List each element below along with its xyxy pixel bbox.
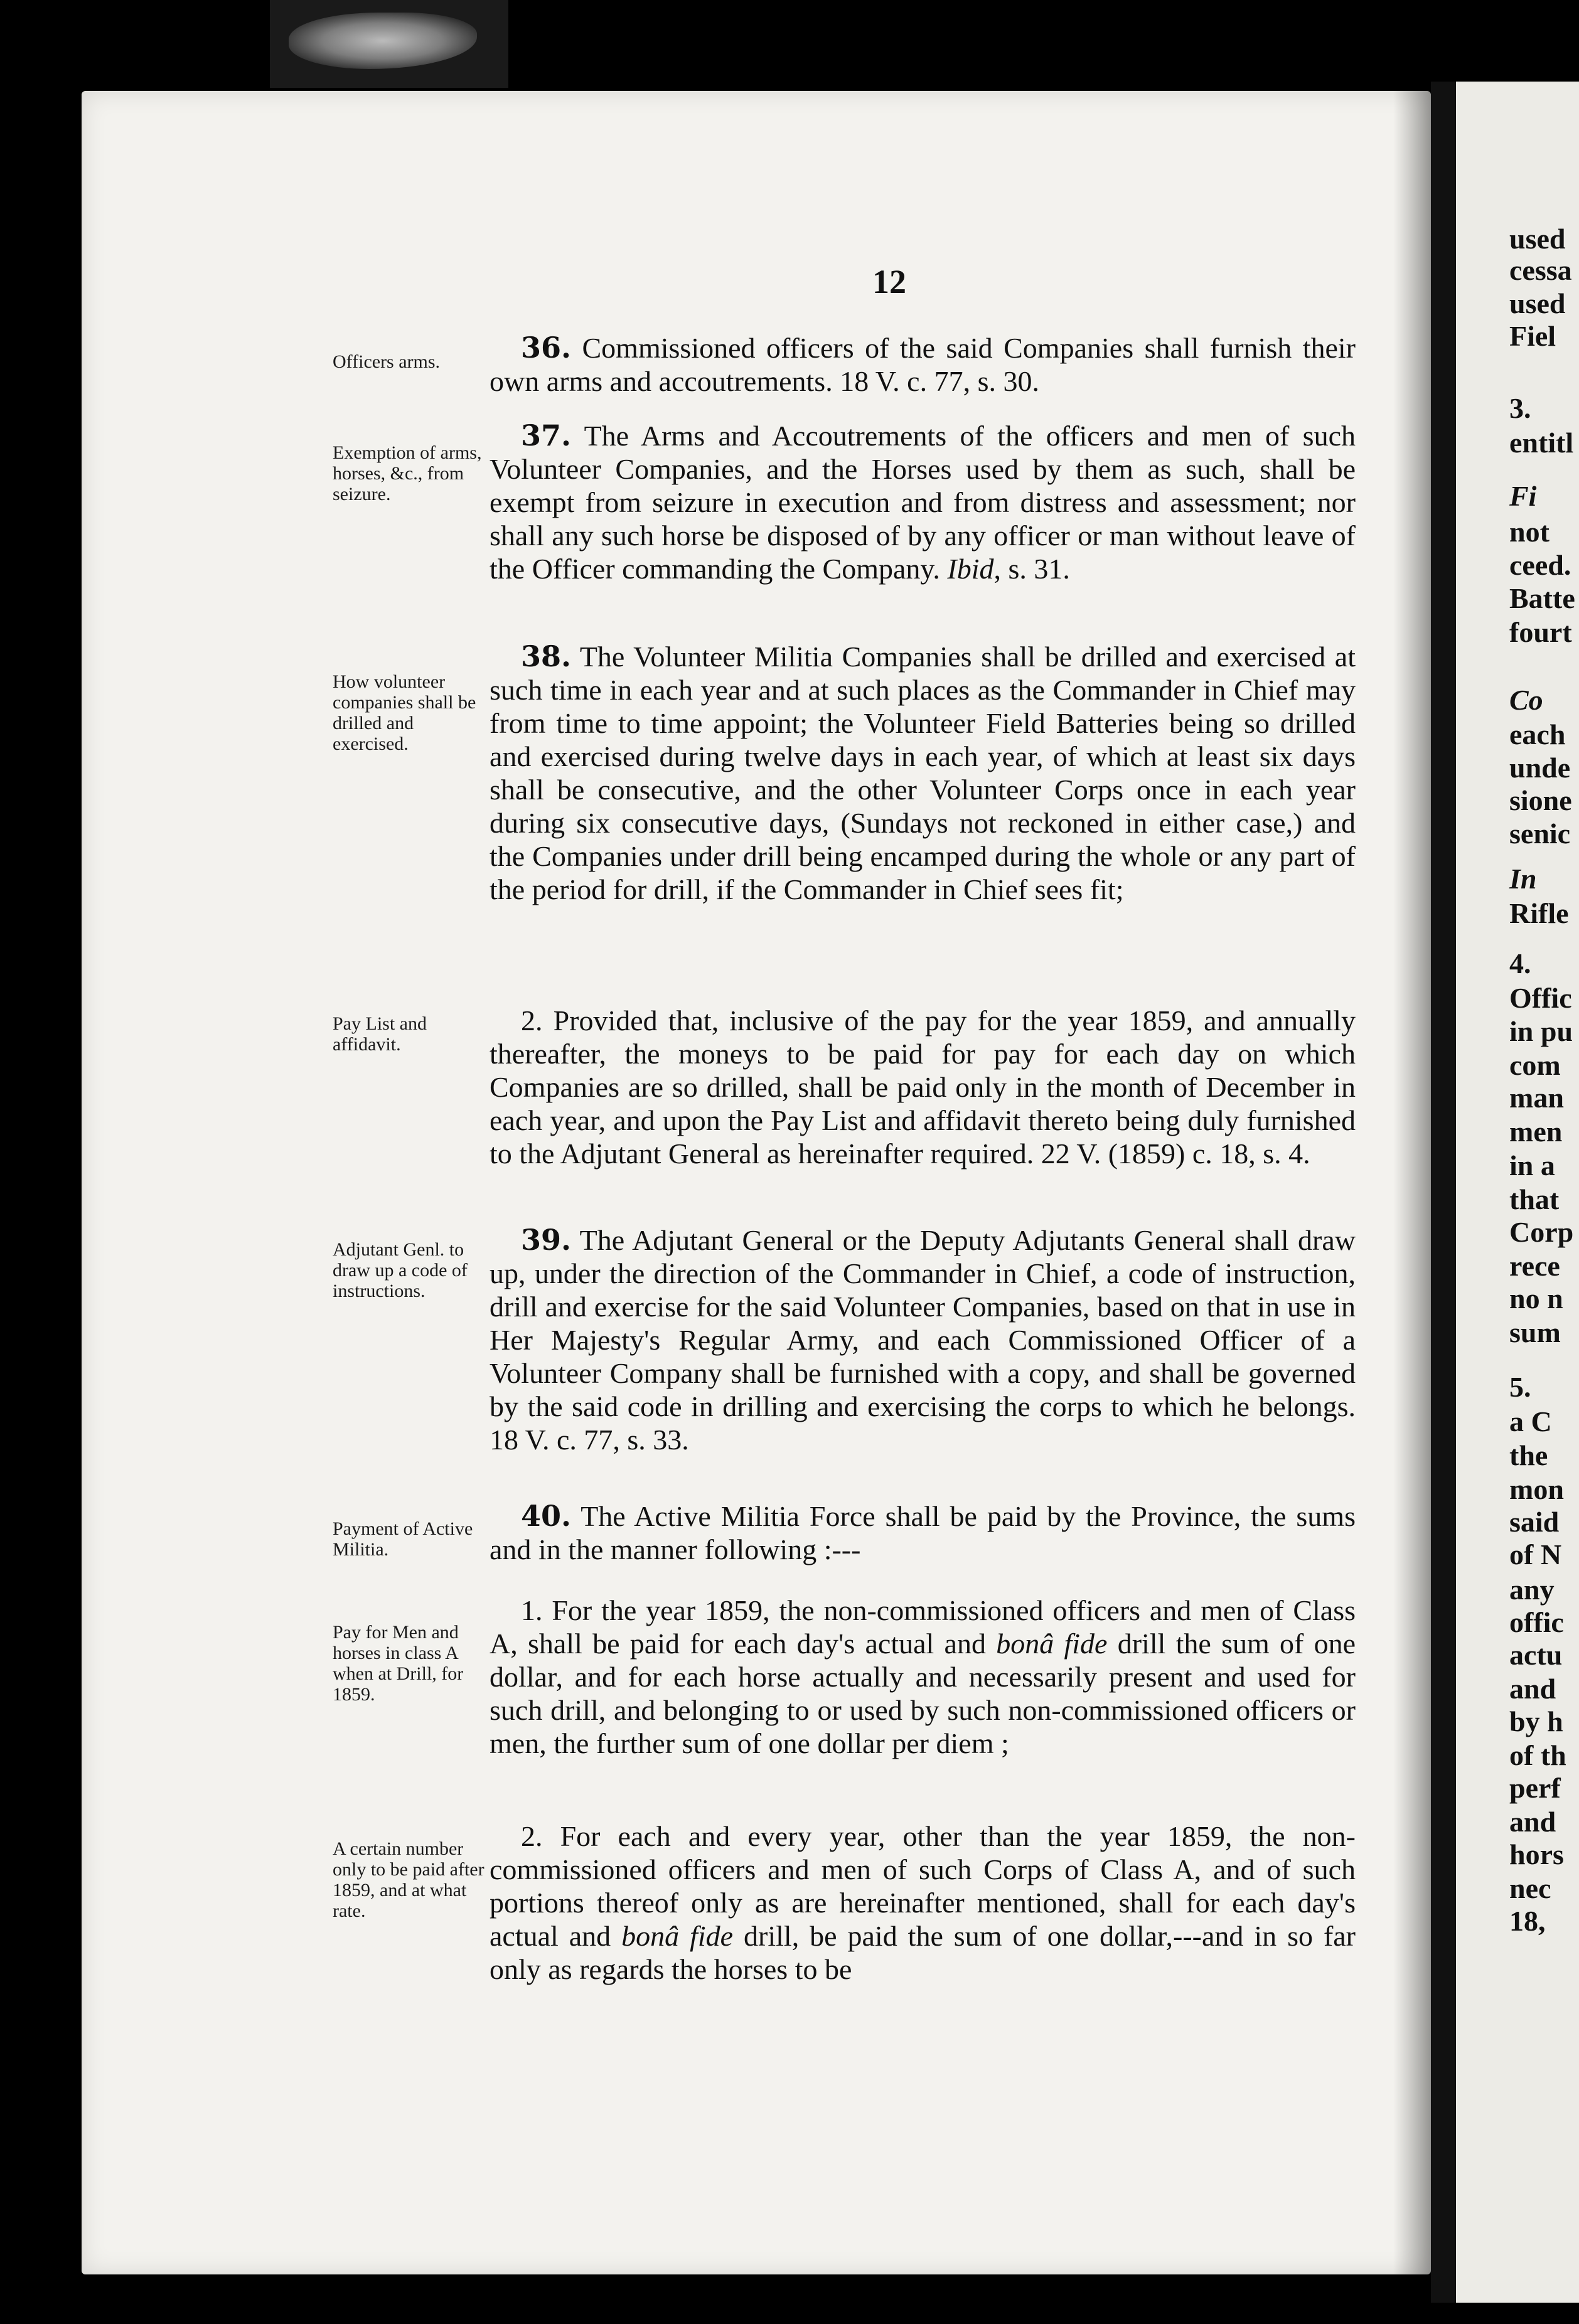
next-page-fragment: and xyxy=(1509,1673,1556,1705)
next-page-fragment: 4. xyxy=(1509,947,1531,979)
section-text: The Arms and Accoutrements of the officers and men of such Volunteer Companies, and the Horses used by them as such, shall be exempt from seizure in execution and from distress and assessment; nor shall any such horse be disposed of by any officer or man without leave of the Officer commanding the Company. xyxy=(490,420,1356,585)
next-page-fragment: each xyxy=(1509,718,1566,750)
next-page-fragment: men xyxy=(1509,1116,1563,1148)
section-number: 40. xyxy=(521,1499,572,1533)
margin-note: Pay for Men and horses in class A when at Drill, for 1859. xyxy=(333,1622,464,1705)
next-page-fragment: perf xyxy=(1509,1772,1561,1804)
margin-note: Officers arms. xyxy=(333,351,441,372)
citation-italic: Ibid xyxy=(947,553,994,585)
torn-corner xyxy=(270,0,508,88)
next-page-fragment: hors xyxy=(1509,1838,1564,1870)
section-number: 2. xyxy=(521,1005,543,1037)
next-page-fragment: senic xyxy=(1509,818,1571,850)
section-number: 38. xyxy=(521,639,572,673)
section-number: 39. xyxy=(521,1223,572,1257)
section-text: drill the sum of one dollar, and for each horse actually and necessarily present and used for such drill, and belonging to or used by such non-commissioned officers or men, the further sum of one dollar per diem ; xyxy=(490,1628,1356,1759)
section-text: For each and every year, other than the year 1859, the non-commissioned officers and men of such Corps of Class A, and of such portions thereof only as are hereinafter mentioned, shall for each day's actual and xyxy=(490,1820,1356,1952)
section-paragraph xyxy=(490,1594,1356,1760)
next-page-fragment: in pu xyxy=(1509,1015,1573,1047)
next-page-fragment: mon xyxy=(1509,1473,1564,1505)
next-page-fragment: of N xyxy=(1509,1538,1562,1570)
next-page-fragment: 3. xyxy=(1509,392,1531,424)
next-page-fragment: cessa xyxy=(1509,254,1572,286)
next-page-fragment: used xyxy=(1509,287,1566,319)
binding-gutter xyxy=(1431,82,1456,2303)
next-page-fragment: said xyxy=(1509,1506,1560,1538)
next-page-fragment: no n xyxy=(1509,1282,1563,1314)
next-page-fragment: a C xyxy=(1509,1405,1552,1437)
next-page-fragment: that xyxy=(1509,1183,1560,1215)
next-page-fragment: Co xyxy=(1509,684,1543,716)
section-paragraph xyxy=(490,331,1356,398)
next-page-fragment: 18, xyxy=(1509,1905,1546,1937)
margin-note: Exemption of arms, horses, &c., from seizure. xyxy=(333,442,482,504)
next-page-fragment: fourt xyxy=(1509,616,1572,648)
next-page-fragment: the xyxy=(1509,1439,1548,1471)
section-paragraph xyxy=(490,640,1356,906)
citation-text: , s. 31. xyxy=(993,553,1070,585)
next-page-fragment: actu xyxy=(1509,1639,1563,1671)
next-page-fragment: Fi xyxy=(1509,480,1537,512)
section-number: 37. xyxy=(521,418,572,452)
section-text: Commissioned officers of the said Companies shall furnish their own arms and accoutrements. 18 V. c. 77, s. 30. xyxy=(490,332,1356,397)
next-page-fragment: unde xyxy=(1509,752,1571,784)
margin-note: How volunteer companies shall be drilled and exercised. xyxy=(333,671,476,754)
next-page-fragment: nec xyxy=(1509,1872,1551,1904)
next-page-fragment: in a xyxy=(1509,1149,1555,1181)
section-number: 36. xyxy=(521,331,572,365)
next-page-fragment: ceed. xyxy=(1509,549,1571,581)
section-paragraph xyxy=(490,1820,1356,1986)
next-page-fragment: any xyxy=(1509,1574,1555,1606)
section-text: The Active Militia Force shall be paid by the Province, the sums and in the manner following :--- xyxy=(490,1500,1356,1565)
next-page-fragment: com xyxy=(1509,1049,1561,1081)
next-page-fragment: used xyxy=(1509,223,1566,255)
next-page-fragment: Fiel xyxy=(1509,320,1556,352)
section-text: drill, be paid the sum of one dollar,---and in so far only as regards the horses to be xyxy=(490,1920,1356,1985)
next-page-fragment: sione xyxy=(1509,784,1572,816)
section-number: 1. xyxy=(521,1594,543,1626)
margin-note: Pay List and affidavit. xyxy=(333,1013,427,1055)
italic-phrase: bonâ fide xyxy=(621,1920,734,1952)
next-page-fragment: entitl xyxy=(1509,427,1574,459)
section-text: Provided that, inclusive of the pay for the year 1859, and annually thereafter, the moneys to be paid for pay for each day on which Companies are so drilled, shall be paid only in the month of December in each year, and upon the Pay List and affidavit thereto being duly furnished to the Adjutant General as hereinafter required. 22 V. (1859) c. 18, s. 4. xyxy=(490,1005,1356,1170)
section-text: The Adjutant General or the Deputy Adjutants General shall draw up, under the direction of the Commander in Chief, a code of instruction, drill and exercise for the said Volunteer Companies, based on that in use in Her Majesty's Regular Army, and each Commissioned Officer of a Volunteer Company shall be furnished with a copy, and shall be governed by the said code in drilling and exercising the corps to which he belongs. 18 V. c. 77, s. 33. xyxy=(490,1224,1356,1456)
next-page-fragment: and xyxy=(1509,1806,1556,1838)
section-number: 2. xyxy=(521,1820,543,1852)
next-page-fragment: offic xyxy=(1509,1606,1564,1638)
adjacent-page-edge xyxy=(1456,82,1579,2303)
next-page-fragment: not xyxy=(1509,516,1550,548)
next-page-fragment: man xyxy=(1509,1082,1564,1114)
next-page-fragment: Offic xyxy=(1509,982,1572,1014)
next-page-fragment: sum xyxy=(1509,1316,1561,1348)
next-page-fragment: by h xyxy=(1509,1705,1563,1737)
next-page-fragment: Batte xyxy=(1509,582,1575,614)
section-paragraph xyxy=(490,1500,1356,1566)
section-text: The Volunteer Militia Companies shall be drilled and exercised at such time in each year and at such places as the Commander in Chief may from time to time appoint; the Volunteer Field Batteries being so drilled and exercised during twelve days in each year, of which at least six days shall be consecutive, and the other Volunteer Corps once in each year during six consecutive days, (Sundays not reckoned in either case,) and the Companies under drill being encamped during the whole or any part of the period for drill, if the Commander in Chief sees fit; xyxy=(490,641,1356,905)
margin-note: Payment of Active Militia. xyxy=(333,1518,473,1560)
section-paragraph xyxy=(490,1223,1356,1456)
next-page-fragment: In xyxy=(1509,863,1537,895)
next-page-fragment: Rifle xyxy=(1509,897,1569,929)
italic-phrase: bonâ fide xyxy=(996,1628,1108,1660)
section-text: For the year 1859, the non-commissioned officers and men of Class A, shall be paid for each day's actual and xyxy=(490,1594,1356,1660)
margin-note: A certain number only to be paid after 1859, and at what rate. xyxy=(333,1838,484,1921)
margin-note: Adjutant Genl. to draw up a code of instructions. xyxy=(333,1239,468,1301)
section-paragraph xyxy=(490,1004,1356,1170)
page-number: 12 xyxy=(872,263,906,301)
next-page-fragment: of th xyxy=(1509,1739,1566,1771)
section-paragraph xyxy=(490,419,1356,585)
next-page-fragment: 5. xyxy=(1509,1371,1531,1403)
next-page-fragment: rece xyxy=(1509,1250,1560,1282)
next-page-fragment: Corp xyxy=(1509,1216,1574,1248)
